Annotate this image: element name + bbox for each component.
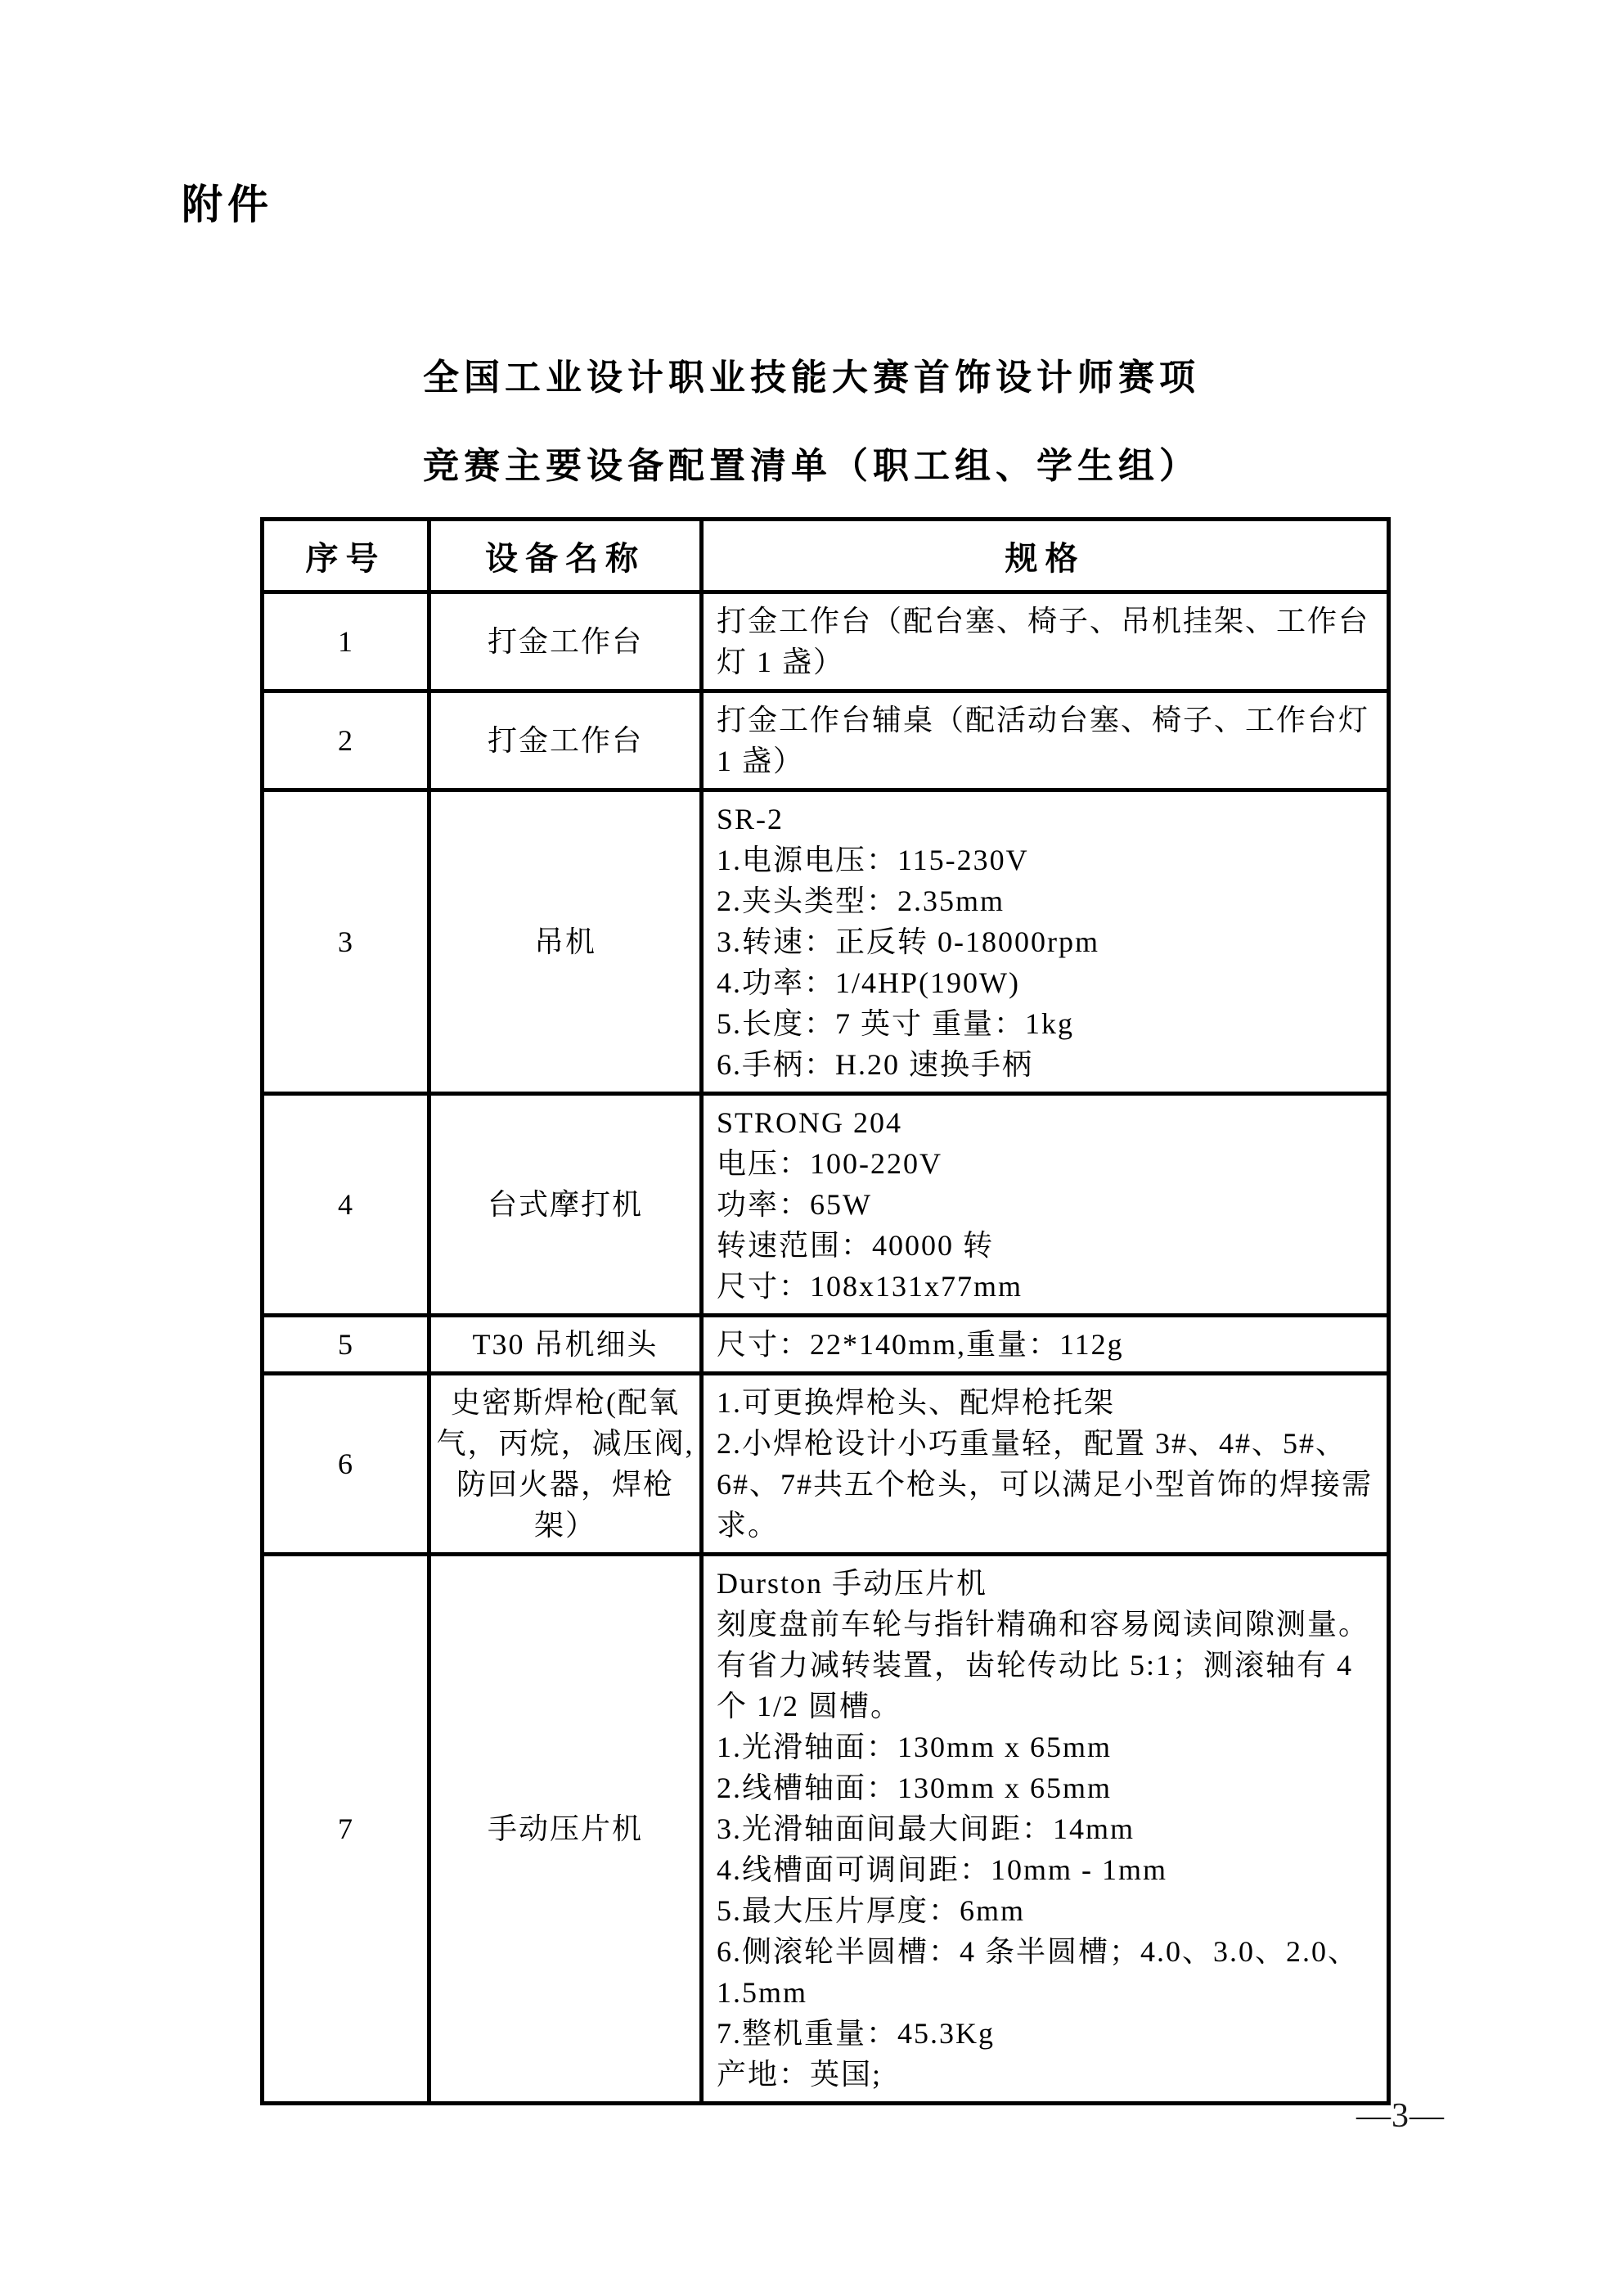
spec-line: 7.整机重量：45.3Kg xyxy=(717,2017,995,2050)
spec-line: 打金工作台（配台塞、椅子、吊机挂架、工作台灯 1 盏） xyxy=(717,605,1370,678)
spec-line: Durston 手动压片机 xyxy=(717,1567,987,1600)
spec-line: STRONG 204 xyxy=(717,1106,903,1139)
equipment-name-cell: 台式摩打机 xyxy=(429,1094,702,1316)
equipment-table-body xyxy=(263,592,1389,2104)
table-row xyxy=(263,790,1389,1094)
spec-cell xyxy=(702,592,1389,691)
header-spec: 规格 xyxy=(702,520,1389,592)
spec-line: 1.电源电压：115-230V xyxy=(717,844,1029,876)
equipment-name-cell: T30 吊机细头 xyxy=(429,1316,702,1374)
equipment-name-cell: 打金工作台 xyxy=(429,691,702,790)
equipment-table xyxy=(260,517,1391,2105)
spec-line: 5.最大压片厚度：6mm xyxy=(717,1894,1026,1927)
table-row xyxy=(263,1555,1389,2104)
equipment-name-cell: 吊机 xyxy=(429,790,702,1094)
equipment-table-header xyxy=(263,520,1389,592)
table-row xyxy=(263,1316,1389,1374)
spec-line: 3.光滑轴面间最大间距：14mm xyxy=(717,1812,1135,1845)
title-line-2: 竞赛主要设备配置清单（职工组、学生组） xyxy=(423,446,1200,486)
spec-line: 1.光滑轴面：130mm x 65mm xyxy=(717,1731,1113,1763)
spec-line: 3.转速：正反转 0-18000rpm xyxy=(717,925,1099,958)
row-number-cell: 3 xyxy=(263,790,429,1094)
spec-line: 打金工作台辅桌（配活动台塞、椅子、工作台灯 1 盏） xyxy=(717,704,1370,777)
spec-line: 6.手柄：H.20 速换手柄 xyxy=(717,1048,1033,1081)
spec-line: 功率：65W xyxy=(717,1188,872,1221)
row-number-cell: 5 xyxy=(263,1316,429,1374)
spec-line: 尺寸：108x131x77mm xyxy=(717,1270,1023,1303)
document-title xyxy=(0,358,1623,486)
spec-line: 刻度盘前车轮与指针精确和容易阅读间隙测量。有省力减转装置，齿轮传动比 5:1；测滚轴有 4 个 1/2 圆槽。 xyxy=(717,1608,1370,1722)
spec-line: 4.线槽面可调间距：10mm - 1mm xyxy=(717,1853,1167,1886)
table-row xyxy=(263,1094,1389,1316)
attachment-label: 附件 xyxy=(182,182,273,227)
spec-line: 1.可更换焊枪头、配焊枪托架 xyxy=(717,1386,1116,1419)
table-row xyxy=(263,1374,1389,1555)
equipment-name-cell: 手动压片机 xyxy=(429,1555,702,2104)
table-row xyxy=(263,592,1389,691)
row-number-cell: 2 xyxy=(263,691,429,790)
page-number: —3— xyxy=(1356,2097,1445,2135)
header-row xyxy=(263,520,1389,592)
spec-cell xyxy=(702,1374,1389,1555)
spec-line: 5.长度：7 英寸 重量：1kg xyxy=(717,1007,1075,1040)
spec-line: 产地：英国; xyxy=(717,2058,883,2091)
spec-line: 尺寸：22*140mm,重量：112g xyxy=(717,1328,1124,1361)
equipment-name-cell: 史密斯焊枪(配氧气，丙烷，减压阀,防回火器，焊枪架） xyxy=(429,1374,702,1555)
spec-line: 转速范围：40000 转 xyxy=(717,1229,995,1262)
title-line-1: 全国工业设计职业技能大赛首饰设计师赛项 xyxy=(423,358,1200,398)
spec-cell xyxy=(702,1094,1389,1316)
row-number-cell: 4 xyxy=(263,1094,429,1316)
spec-cell xyxy=(702,1316,1389,1374)
row-number-cell: 7 xyxy=(263,1555,429,2104)
spec-line: SR-2 xyxy=(717,803,785,835)
spec-line: 6.侧滚轮半圆槽：4 条半圆槽；4.0、3.0、2.0、1.5mm xyxy=(717,1935,1360,2009)
spec-line: 4.功率：1/4HP(190W) xyxy=(717,966,1020,999)
spec-cell xyxy=(702,790,1389,1094)
spec-cell xyxy=(702,1555,1389,2104)
table-row xyxy=(263,691,1389,790)
spec-line: 2.小焊枪设计小巧重量轻，配置 3#、4#、5#、6#、7#共五个枪头，可以满足小型首饰的焊接需求。 xyxy=(717,1427,1373,1542)
row-number-cell: 1 xyxy=(263,592,429,691)
row-number-cell: 6 xyxy=(263,1374,429,1555)
spec-line: 2.线槽轴面：130mm x 65mm xyxy=(717,1772,1113,1804)
header-no: 序号 xyxy=(263,520,429,592)
spec-line: 电压：100-220V xyxy=(717,1147,942,1180)
spec-line: 2.夹头类型：2.35mm xyxy=(717,885,1005,917)
header-equipment-name: 设备名称 xyxy=(429,520,702,592)
equipment-name-cell: 打金工作台 xyxy=(429,592,702,691)
spec-cell xyxy=(702,691,1389,790)
